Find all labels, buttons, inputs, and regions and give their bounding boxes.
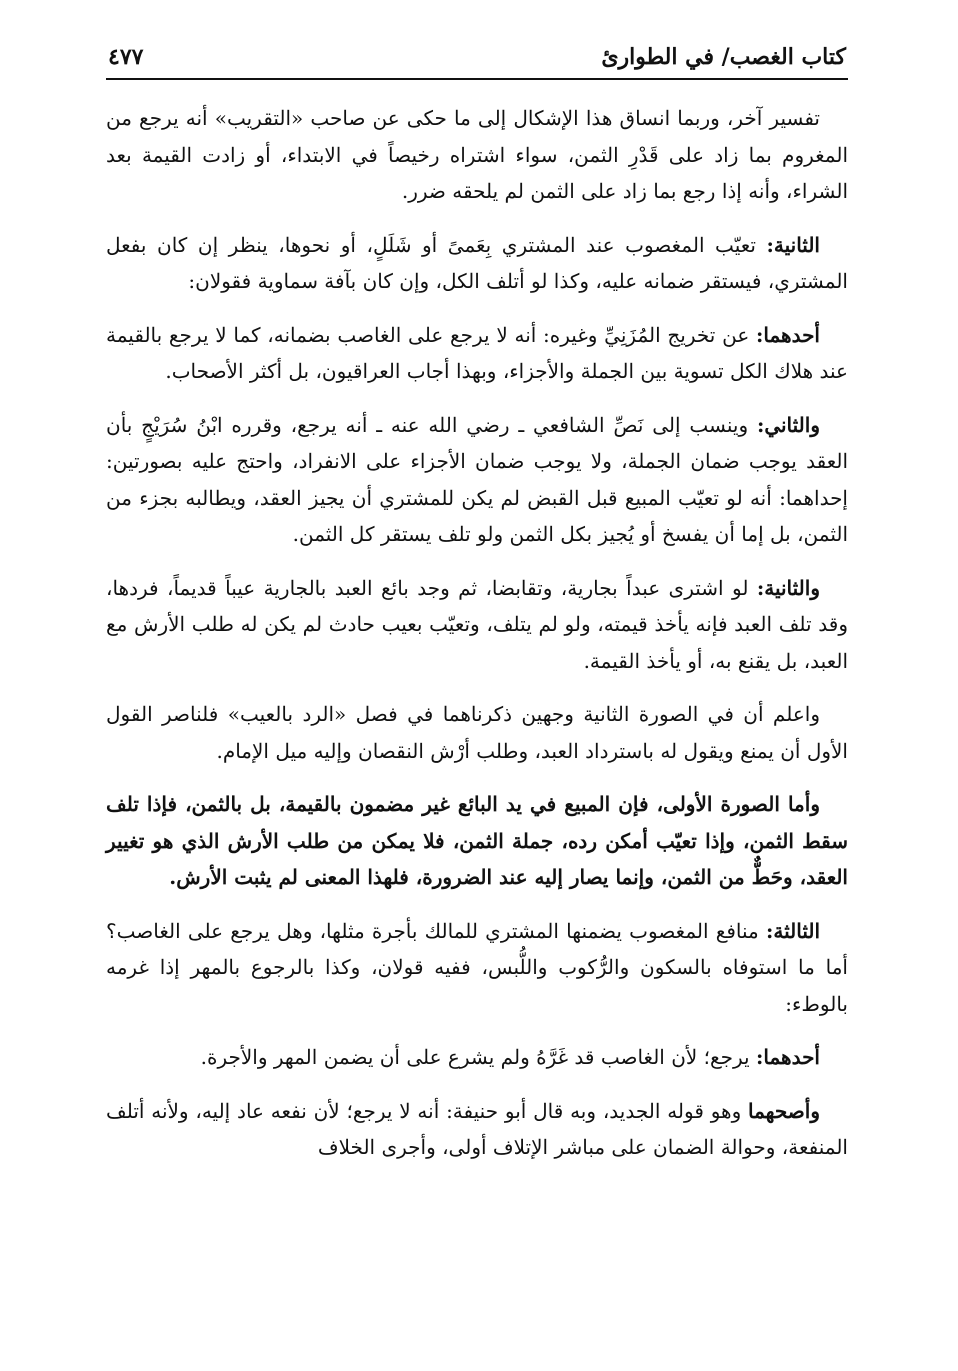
- paragraph-text: لو اشترى عبداً بجارية، وتقابضا، ثم وجد بائع العبد بالجارية عيباً قديماً، فردها، وقد تلف العبد فإنه يأخذ قيمته، ولو لم يتلف، وتعيّب بعيب حادث لم يكن له طلب الأرش مع العبد، بل يقنع به، أو يأخذ القيمة.: [106, 575, 848, 673]
- paragraph-7: [106, 786, 848, 896]
- paragraph-5: [106, 570, 848, 680]
- paragraph-lead: والثاني:: [756, 412, 820, 437]
- paragraph-text: يرجع؛ لأن الغاصب قد غَرَّهُ ولم يشرع على أن يضمن المهر والأجرة.: [200, 1045, 756, 1069]
- paragraph-8: [106, 913, 848, 1023]
- paragraph-lead: الثالثة:: [765, 918, 820, 943]
- paragraph-lead: وأصحهما: [748, 1098, 820, 1123]
- paragraph-text: تفسير آخر، وربما انساق هذا الإشكال إلى ما حكى عن صاحب «التقريب» أنه يرجع من المغروم بما زاد على قَدْرِ الثمن، سواء اشتراه رخيصاً في الابتداء، أو زادت القيمة بعد الشراء، وأنه إذا رجع بما زاد على الثمن لم يلحقه ضرر.: [106, 106, 848, 203]
- paragraph-text: وأما الصورة الأولى، فإن المبيع في يد البائع غير مضمون بالقيمة، بل بالثمن، فإذا تلف سقط الثمن، وإذا تعيّب أمكن رده، جملة الثمن، فلا يمكن من طلب الأرش الذي هو تغيير العقد، وحَطٌّ من الثمن، وإنما يصار إليه عند الضرورة، فلهذا المعنى لم يثبت الأرش.: [106, 792, 848, 889]
- paragraph-text: وينسب إلى نَصِّ الشافعي ـ رضي الله عنه ـ أنه يرجع، وقرره ابْنُ سُرَيْجٍ بأن العقد يوجب ضمان الجملة، ولا يوجب ضمان الأجزاء على الانفراد، واحتج عليه بصورتين: إحداهما: أنه لو تعيّب المبيع قبل القبض لم يكن للمشتري أن يجيز العقد، ويطالبه بجزء من الثمن، بل إما أن يفسخ أو يُجيز بكل الثمن ولو تلف يستقر كل الثمن.: [106, 412, 848, 546]
- paragraph-lead: والثانية:: [756, 575, 820, 600]
- paragraph-text: عن تخريج المُزَنِيِّ وغيره: أنه لا يرجع على الغاصب بضمانه، كما لا يرجع بالقيمة عند هلاك الكل تسوية بين الجملة والأجزاء، وبهذا أجاب العراقيون، بل أكثر الأصحاب.: [106, 322, 848, 383]
- header-rule: [106, 78, 848, 80]
- paragraph-2: [106, 227, 848, 300]
- paragraph-text: منافع المغصوب يضمنها المشتري للمالك بأجرة مثلها، وهل يرجع على الغاصب؟أما ما استوفاه بالسكون والرُّكوب واللُّبس، ففيه قولان، وكذا بالرجوع بالمهر إذا غرمه بالوطء:: [106, 918, 848, 1016]
- paragraph-lead: الثانية:: [766, 232, 820, 257]
- running-head: [106, 40, 848, 78]
- paragraph-9: [106, 1039, 848, 1076]
- book-page: [106, 40, 848, 1183]
- paragraph-lead: أحدهما:: [755, 322, 820, 347]
- page-body: [106, 100, 848, 1166]
- paragraph-text: واعلم أن في الصورة الثانية وجهين ذكرناهما في فصل «الرد بالعيب» فلناصر القول الأول أن يمنع ويقول له باسترداد العبد، وطلب أرْش النقصان وإليه ميل الإمام.: [106, 702, 848, 763]
- paragraph-4: [106, 407, 848, 553]
- paragraph-text: تعيّب المغصوب عند المشتري بِعَمىً أو شَلَلٍ، أو نحوها، ينظر إن كان بفعل المشتري، فيستقر ضمانه عليه، وكذا لو أتلف الكل، وإن كان بآفة سماوية فقولان:: [106, 232, 848, 293]
- page-number: ٤٧٧: [108, 44, 144, 70]
- paragraph-3: [106, 317, 848, 390]
- chapter-title: كتاب الغصب/ في الطوارئ: [601, 44, 846, 70]
- paragraph-10: [106, 1093, 848, 1166]
- paragraph-6: [106, 696, 848, 769]
- paragraph-text: وهو قوله الجديد، وبه قال أبو حنيفة: أنه لا يرجع؛ لأن نفعه عاد إليه، ولأنه أتلف المنفعة، وحوالة الضمان على مباشر الإتلاف أولى، وأجرى الخلاف: [106, 1098, 848, 1159]
- paragraph-1: [106, 100, 848, 210]
- paragraph-lead: أحدهما:: [755, 1045, 820, 1069]
